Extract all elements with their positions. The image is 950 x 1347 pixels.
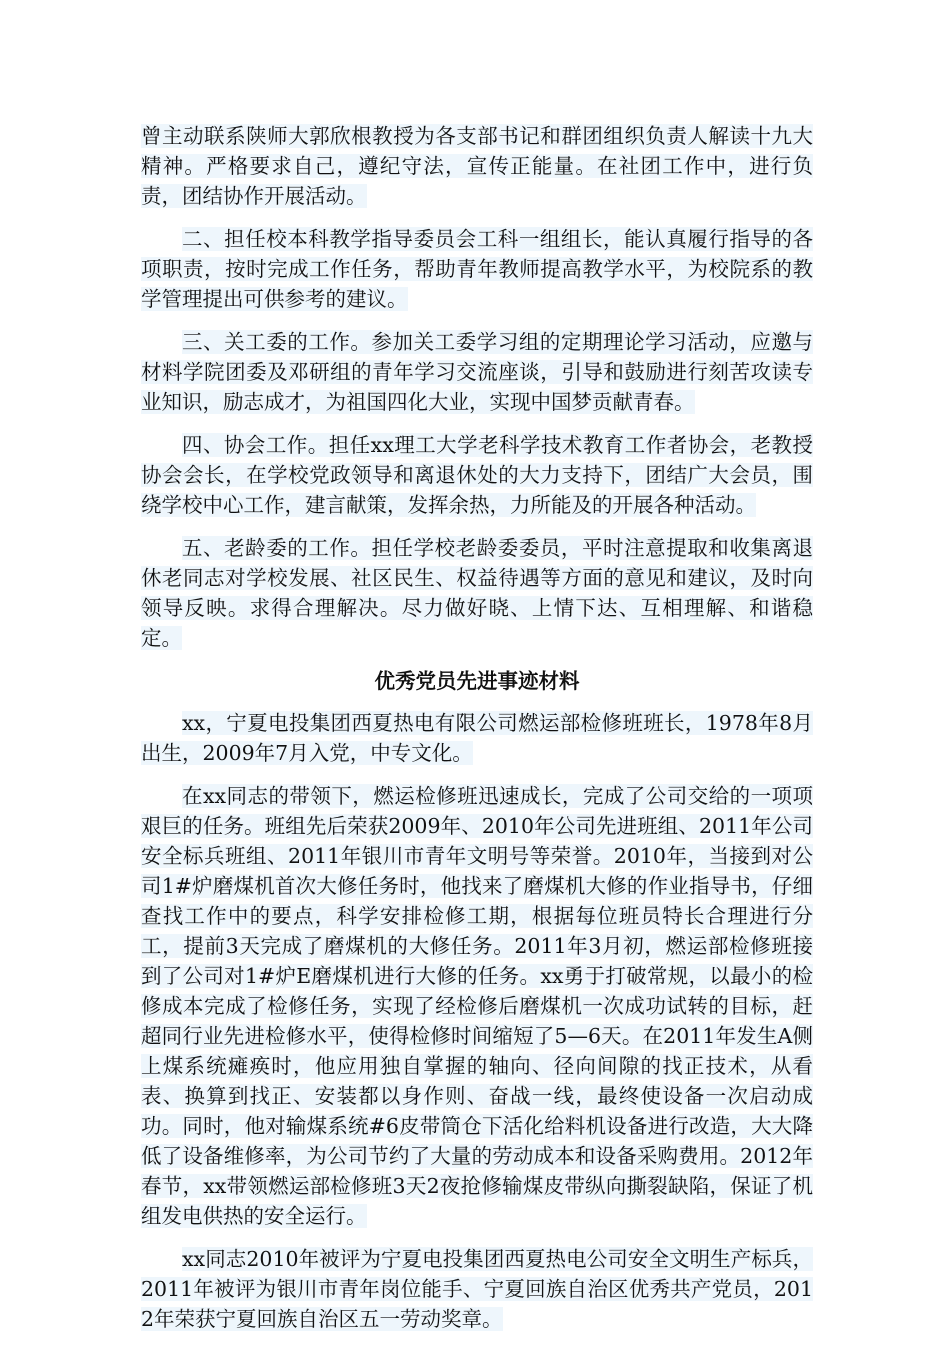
- paragraph-teaching-committee: 二、担任校本科教学指导委员会工科一组组长，能认真履行指导的各项职责，按时完成工作任务，帮助青年教师提高教学水平，为校院系的教学管理提出可供参考的建议。: [141, 227, 813, 311]
- paragraph-profile: xx，宁夏电投集团西夏热电有限公司燃运部检修班班长，1978年8月出生，2009年7月入党，中专文化。: [141, 711, 813, 765]
- document-page: [141, 121, 813, 1347]
- paragraph-guangongwei: 三、关工委的工作。参加关工委学习组的定期理论学习活动，应邀与材料学院团委及邓研组的青年学习交流座谈，引导和鼓励进行刻苦攻读专业知识，励志成才，为祖国四化大业，实现中国梦贡献青春。: [141, 330, 813, 414]
- section-title: 优秀党员先进事迹材料: [374, 669, 580, 693]
- paragraph-continuation: 曾主动联系陕师大郭欣根教授为各支部书记和群团组织负责人解读十九大精神。严格要求自己，遵纪守法，宣传正能量。在社团工作中，进行负责，团结协作开展活动。: [141, 124, 813, 208]
- paragraph-association: 四、协会工作。担任xx理工大学老科学技术教育工作者协会，老教授协会会长，在学校党政领导和离退休处的大力支持下，团结广大会员，围绕学校中心工作，建言献策，发挥余热，力所能及的开展各种活动。: [141, 433, 813, 517]
- paragraph-elderly-committee: 五、老龄委的工作。担任学校老龄委委员，平时注意提取和收集离退休老同志对学校发展、社区民生、权益待遇等方面的意见和建议，及时向领导反映。求得合理解决。尽力做好晓、上情下达、互相理解、和谐稳定。: [141, 536, 813, 650]
- paragraph-honors: xx同志2010年被评为宁夏电投集团西夏热电公司安全文明生产标兵，2011年被评为银川市青年岗位能手、宁夏回族自治区优秀共产党员，2012年荣获宁夏回族自治区五一劳动奖章。: [141, 1247, 813, 1331]
- paragraph-achievements: 在xx同志的带领下，燃运检修班迅速成长，完成了公司交给的一项项艰巨的任务。班组先后荣获2009年、2010年公司先进班组、2011年公司安全标兵班组、2011年银川市青年文明号等荣誉。2010年，当接到对公司1#炉磨煤机首次大修任务时，他找来了磨煤机大修的作业指导书，仔细查找工作中的要点，科学安排检修工期，根据每位班员特长合理进行分工，提前3天完成了磨煤机的大修任务。2011年3月初，燃运部检修班接到了公司对1#炉E磨煤机进行大修的任务。xx勇于打破常规，以最小的检修成本完成了检修任务，实现了经检修后磨煤机一次成功试转的目标，赶超同行业先进检修水平，使得检修时间缩短了5—6天。在2011年发生A侧上煤系统瘫痪时，他应用独自掌握的轴向、径向间隙的找正技术，从看表、换算到找正、安装都以身作则、奋战一线，最终使设备一次启动成功。同时，他对输煤系统#6皮带筒仓下活化给料机设备进行改造，大大降低了设备维修率，为公司节约了大量的劳动成本和设备采购费用。2012年春节，xx带领燃运部检修班3天2夜抢修输煤皮带纵向撕裂缺陷，保证了机组发电供热的安全运行。: [141, 784, 813, 1228]
